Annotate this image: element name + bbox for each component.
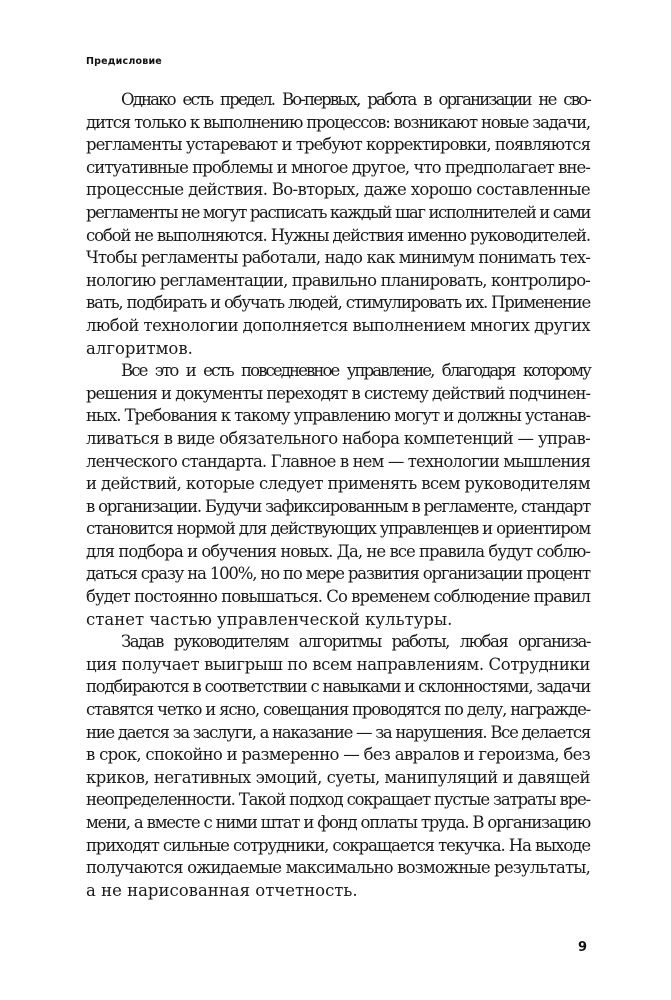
text-line: приходят сильные сотрудники, сокращается текучка. На выходе — [86, 835, 590, 855]
text-line: алгоритмов. — [86, 338, 193, 358]
body-text — [86, 89, 590, 902]
text-line: и действий, которые следует применять всем руководителям — [86, 474, 591, 494]
text-line: станет частью управленческой культуры. — [86, 609, 453, 629]
text-line: Чтобы регламенты работали, надо как минимум понимать тех- — [86, 248, 590, 268]
text-line: вать, подбирать и обучать людей, стимулировать их. Применение — [86, 293, 590, 313]
text-line: регламенты не могут расписать каждый шаг исполнителей и сами — [86, 202, 591, 222]
text-line: любой технологии дополняется выполнением многих других — [86, 315, 591, 335]
text-line: нологию регламентации, правильно планировать, контролиро- — [86, 270, 590, 290]
text-line: получаются ожидаемые максимально возможные результаты, — [86, 858, 590, 878]
text-line: а не нарисованная отчетность. — [86, 880, 358, 900]
text-line: собой не выполняются. Нужны действия именно руководителей. — [86, 225, 590, 245]
text-line: ливаться в виде обязательного набора компетенций — управ- — [86, 428, 590, 448]
text-line: Задав руководителям алгоритмы работы, любая организа- — [121, 632, 590, 652]
text-line: неопределенности. Такой подход сокращает пустые затраты вре- — [86, 790, 590, 810]
text-line: криков, негативных эмоций, суеты, манипуляций и давящей — [86, 767, 590, 787]
paragraph-3 — [86, 631, 590, 902]
text-line: ных. Требования к такому управлению могут и должны устанав- — [86, 406, 590, 426]
text-line: в срок, спокойно и размеренно — без авралов и героизма, без — [86, 745, 590, 765]
text-line: ция получает выигрыш по всем направлениям. Сотрудники — [86, 654, 590, 674]
paragraph-2 — [86, 360, 590, 631]
text-line: Все это и есть повседневное управление, благодаря которому — [121, 361, 590, 381]
text-line: ставятся четко и ясно, совещания проводятся по делу, награжде- — [86, 700, 591, 720]
paragraph-1 — [86, 89, 590, 360]
text-line: регламенты устаревают и требуют корректировки, появляются — [86, 135, 591, 155]
text-line: становится нормой для действующих управленцев и ориентиром — [86, 519, 590, 539]
running-header: Предисловие — [86, 56, 162, 67]
text-line: ленческого стандарта. Главное в нем — технологии мышления — [86, 451, 591, 471]
text-line: дится только к выполнению процессов: возникают новые задачи, — [86, 112, 590, 132]
text-line: ситуативные проблемы и многое другое, что предполагает вне- — [86, 157, 591, 177]
text-line: даться сразу на 100%, но по мере развития организации процент — [86, 564, 590, 584]
text-line: решения и документы переходят в систему действий подчинен- — [86, 383, 591, 403]
text-line: Однако есть предел. Во-первых, работа в организации не сво- — [121, 90, 590, 109]
text-line: ние дается за заслуги, а наказание — за нарушения. Все делается — [86, 722, 590, 742]
text-line: процессные действия. Во-вторых, даже хорошо составленные — [86, 180, 591, 200]
text-line: подбираются в соответствии с навыками и склонностями, задачи — [86, 677, 591, 697]
text-line: для подбора и обучения новых. Да, не все правила будут соблю- — [86, 541, 590, 561]
text-line: в организации. Будучи зафиксированным в регламенте, стандарт — [86, 496, 591, 516]
text-line: мени, а вместе с ними штат и фонд оплаты труда. В организацию — [86, 813, 590, 832]
text-line: будет постоянно повышаться. Со временем соблюдение правил — [86, 587, 590, 607]
page-number: 9 — [577, 940, 587, 955]
